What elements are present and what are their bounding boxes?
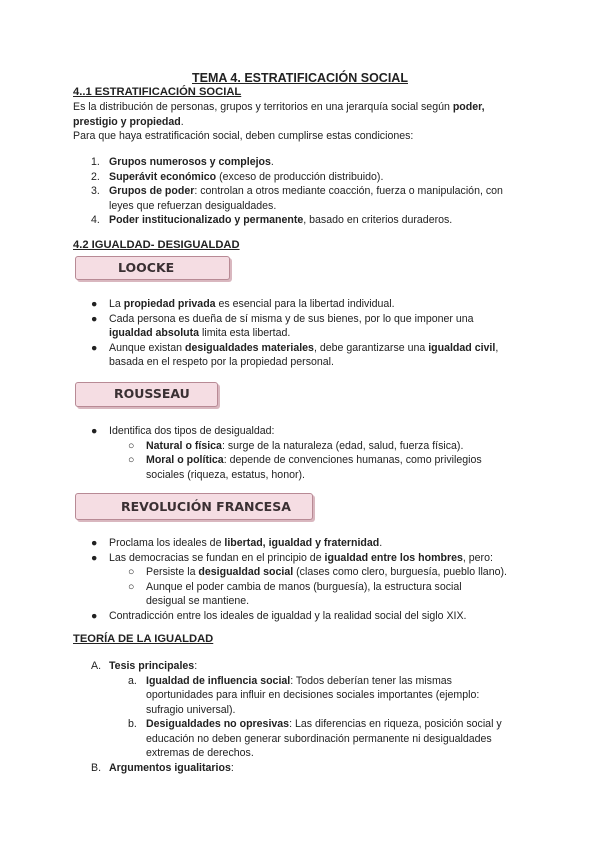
list-marker: 3. (91, 185, 100, 197)
rousseau-label-box (75, 382, 218, 407)
list-item: Poder institucionalizado y permanente, basado en criterios duraderos. (109, 214, 453, 226)
bullet: ● (91, 609, 98, 622)
list-item: Cada persona es dueña de sí misma y de sus bienes, por lo que imponer una (109, 312, 474, 325)
list-item: La propiedad privada es esencial para la libertad individual. (109, 298, 395, 310)
list-marker: b. (128, 718, 137, 730)
sub-list-item-continuation: extremas de derechos. (146, 747, 254, 759)
list-item: Contradicción entre los ideales de igualdad y la realidad social del siglo XIX. (109, 609, 467, 622)
sub-list-item: Persiste la desigualdad social (clases como clero, burguesía, pueblo llano). (146, 566, 507, 578)
locke-label: LOOCKE (118, 260, 175, 275)
list-marker: 4. (91, 214, 100, 226)
bullet: ● (91, 425, 98, 437)
sub-bullet: ○ (128, 580, 135, 593)
list-item-continuation: basada en el respeto por la propiedad personal. (109, 356, 334, 368)
section-heading-igualdad: 4.2 IGUALDAD- DESIGUALDAD (73, 239, 240, 251)
bullet: ● (91, 341, 98, 354)
sub-list-item: Moral o política: depende de convenciones humanas, como privilegios (146, 454, 482, 466)
page-title: TEMA 4. ESTRATIFICACIÓN SOCIAL (192, 71, 408, 85)
revolucion-label-box (75, 493, 313, 520)
rousseau-label: ROUSSEAU (114, 386, 190, 401)
list-item: Argumentos igualitarios: (109, 761, 234, 774)
section-heading-estratificacion: 4..1 ESTRATIFICACIÓN SOCIAL (73, 86, 242, 98)
list-item: Grupos numerosos y complejos. (109, 156, 274, 168)
bullet: ● (91, 537, 98, 549)
list-item: Las democracias se fundan en el principio de igualdad entre los hombres, pero: (109, 551, 493, 564)
revolucion-label: REVOLUCIÓN FRANCESA (121, 499, 291, 514)
list-marker: a. (128, 674, 137, 687)
sub-bullet: ○ (128, 566, 135, 578)
sub-list-item-continuation: sufragio universal). (146, 703, 236, 716)
sub-list-item-continuation: oportunidades para influir en decisiones sociales importantes (ejemplo: (146, 689, 480, 701)
sub-list-item: Desigualdades no opresivas: Las diferencias en riqueza, posición social y (146, 718, 502, 730)
sub-list-item: Igualdad de influencia social: Todos deberían tener las mismas (146, 674, 452, 687)
sub-bullet: ○ (128, 439, 135, 452)
conditions-intro: Para que haya estratificación social, deben cumplirse estas condiciones: (73, 130, 414, 142)
list-item: Proclama los ideales de libertad, igualdad y fraternidad. (109, 537, 383, 549)
list-marker: B. (91, 761, 102, 774)
sub-list-item-continuation: desigual se mantiene. (146, 595, 250, 607)
definition-paragraph-line2: prestigio y propiedad. (73, 115, 184, 128)
sub-list-item: Aunque el poder cambia de manos (burguesía), la estructura social (146, 580, 462, 593)
sub-list-item-continuation: sociales (riqueza, estatus, honor). (146, 468, 305, 481)
list-marker: 1. (91, 156, 100, 168)
section-heading-teoria: TEORÍA DE LA IGUALDAD (73, 633, 214, 645)
definition-text: Es la distribución de personas, grupos y territorios en una jerarquía social según (73, 101, 453, 113)
list-item: Grupos de poder: controlan a otros mediante coacción, fuerza o manipulación, con (109, 185, 503, 197)
bullet: ● (91, 551, 98, 564)
definition-paragraph (73, 100, 528, 115)
bullet: ● (91, 298, 98, 310)
list-item-continuation: leyes que refuerzan desigualdades. (109, 199, 277, 212)
sub-bullet: ○ (128, 454, 135, 466)
definition-bold-1: poder, (452, 101, 485, 113)
list-item: Identifica dos tipos de desigualdad: (109, 425, 275, 437)
sub-list-item-continuation: educación no deben generar subordinación permanente ni desigualdades (146, 732, 492, 745)
list-item-continuation: igualdad absoluta limita esta libertad. (109, 327, 291, 339)
definition-bold-2: prestigio y propiedad (73, 115, 181, 128)
list-marker: 2. (91, 170, 100, 183)
list-item: Tesis principales: (109, 660, 198, 672)
list-item: Aunque existan desigualdades materiales, debe garantizarse una igualdad civil, (109, 341, 499, 354)
list-marker: A. (91, 660, 102, 672)
list-item: Superávit económico (exceso de producción distribuido). (109, 170, 384, 183)
sub-list-item: Natural o física: surge de la naturaleza (edad, salud, fuerza física). (146, 439, 464, 452)
locke-label-box (75, 256, 230, 280)
bullet: ● (91, 312, 98, 325)
